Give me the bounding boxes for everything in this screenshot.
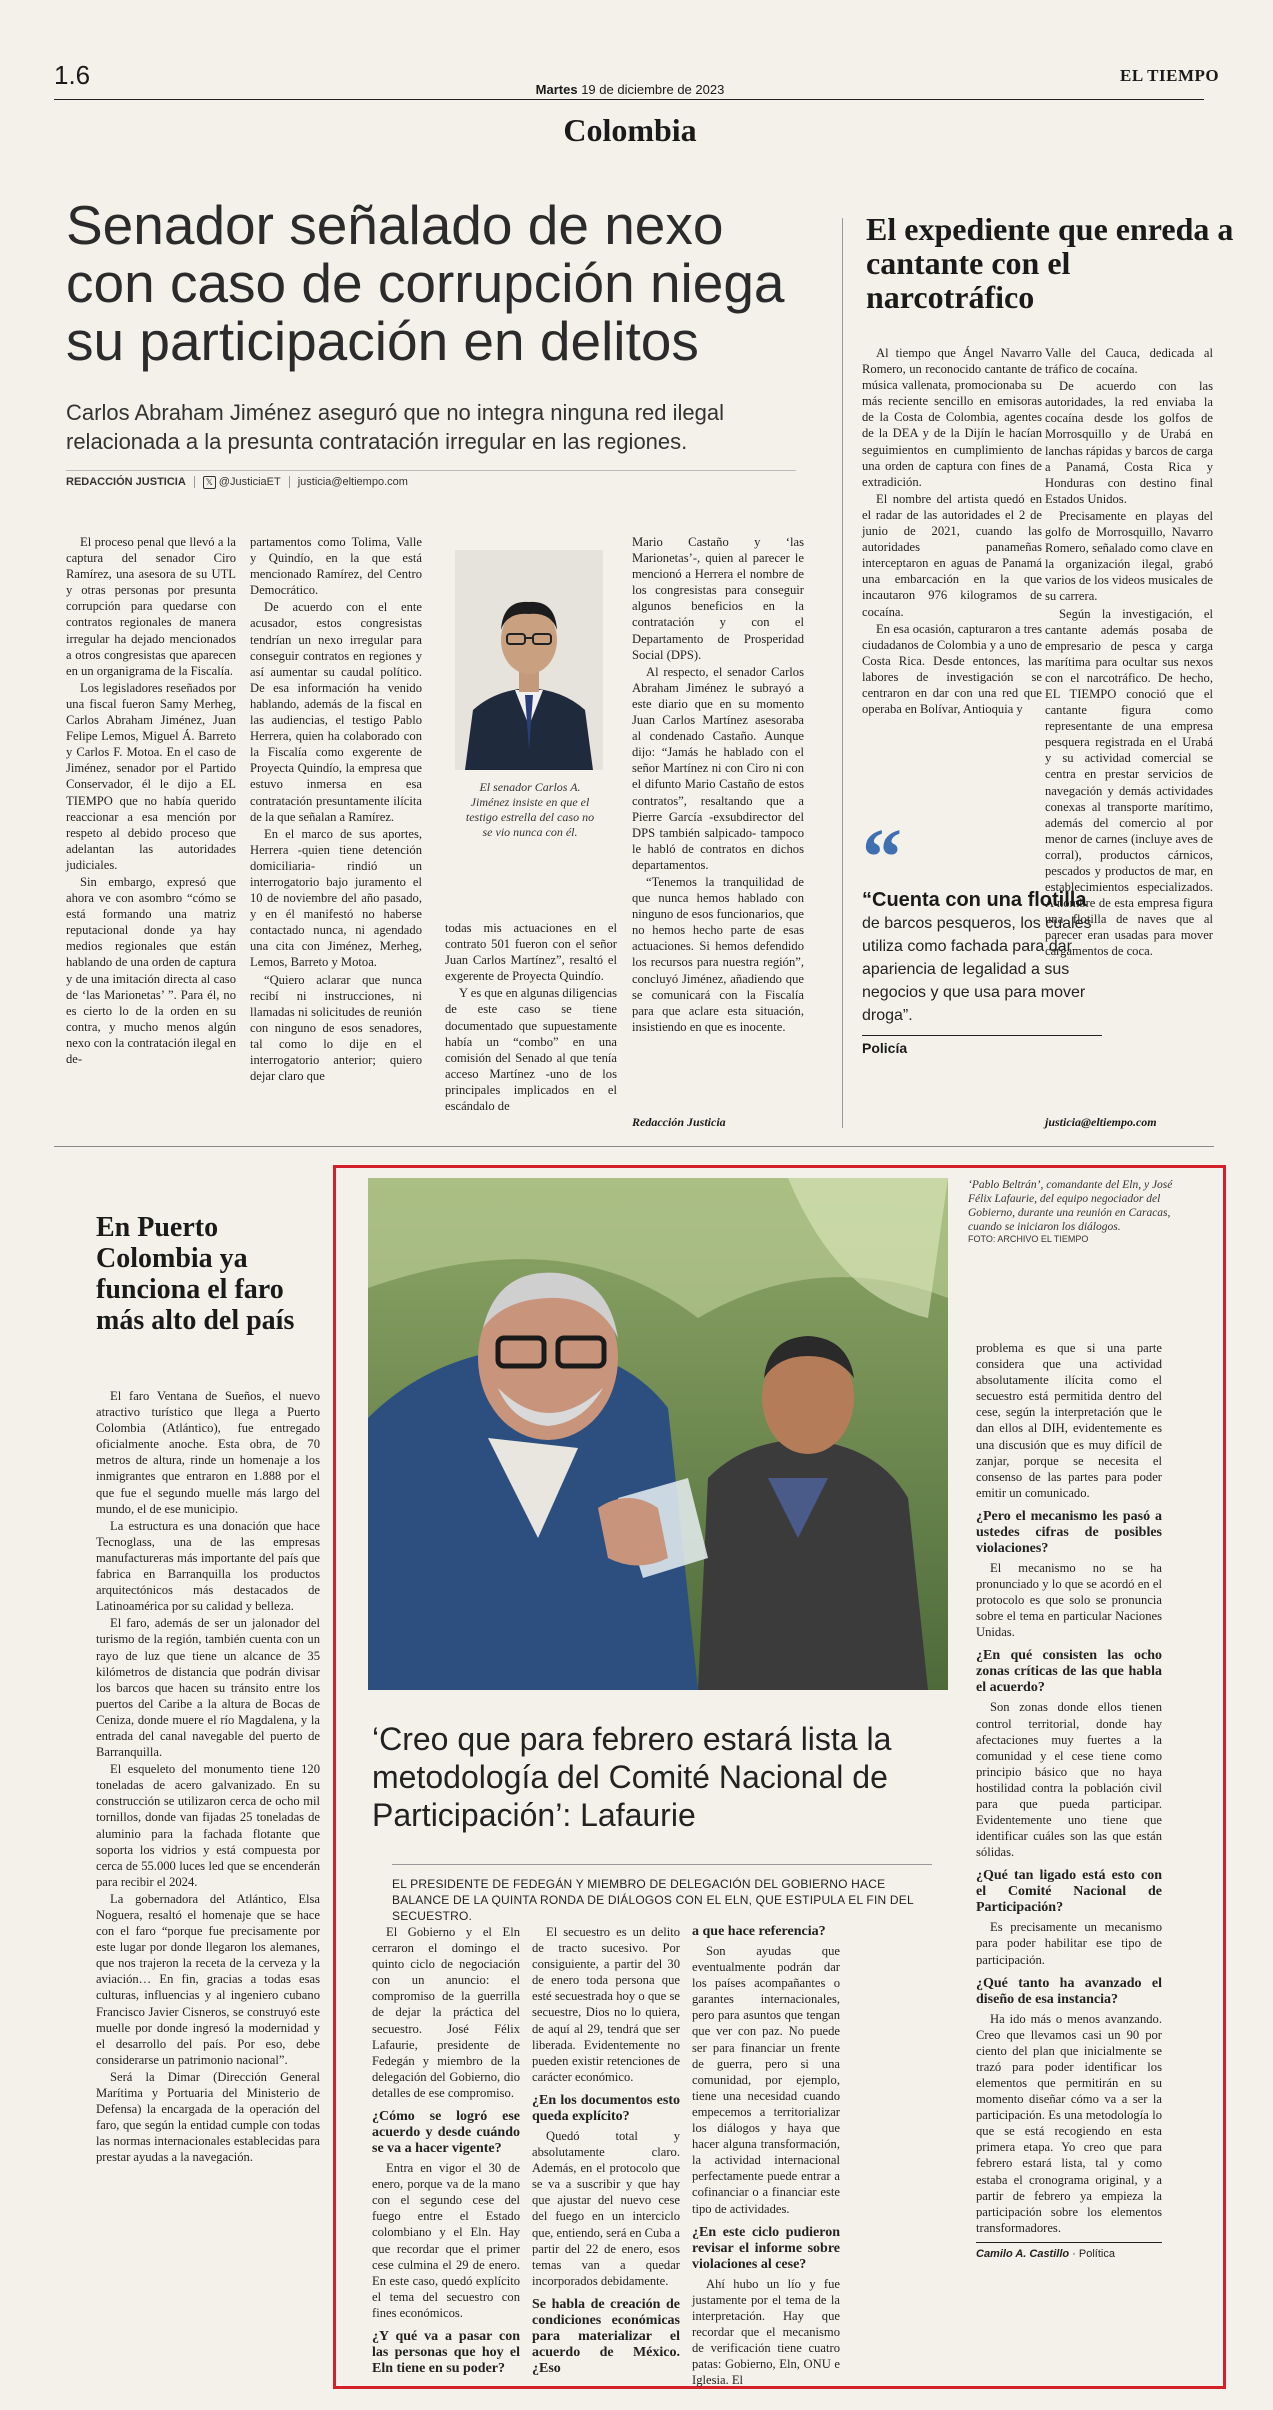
paragraph: De acuerdo con las autoridades, la red enviaba la cocaína desde los golfos de Morrosquillo y de Urabá en lanchas rápidas y barcos de carga a Panamá, Costa Rica y Honduras con destino final Estados Unidos. — [1045, 379, 1213, 506]
page-number: 1.6 — [54, 60, 91, 90]
question: ¿Y qué va a pasar con las personas que hoy el Eln tiene en su poder? — [372, 2328, 520, 2376]
paragraph: Y es que en algunas diligencias de este caso se tiene documentado que supuestamente había un “combo” en una comisión del Senado al que tenía acceso Martínez -uno de los principales implicados en el escándalo de — [445, 986, 617, 1114]
paragraph: En esa ocasión, capturaron a tres ciudadanos de Colombia y a uno de Costa Rica. Desde entonces, las labores de investigación se centraron en dar con una red que operaba en Bolívar, Antioquia y — [862, 621, 1042, 717]
section-divider — [54, 1146, 1214, 1147]
paragraph: El Gobierno y el Eln cerraron el domingo el quinto ciclo de negociación con un anuncio: el compromiso de la guerrilla de dejar la práctica del secuestro. José Félix Lafaurie, presidente de Fedegán y miembro de la delegación del Gobierno, dio detalles de ese compromiso. — [372, 1925, 520, 2100]
faro-col — [96, 1388, 320, 2166]
main-col-1 — [66, 534, 236, 1067]
paragraph: El faro, además de ser un jalonador del turismo de la región, también cuenta con un rayo de luz que tiene un alcance de 35 kilómetros de distancia que podrán divisar los barcos que hacen su tránsito entre los puertos del Caribe a la altura de Bocas de Ceniza, donde muere el río Magdalena, y la entrada del canal navegable del puerto de Barranquilla. — [96, 1616, 320, 1760]
answer: Entra en vigor el 30 de enero, porque va de la mano con el segundo cese del fuego entre el Estado colombiano y el Eln. Hay que recordar que el primer cese culmina el 29 de enero. En este caso, quedó explícito el tema del secuestro con fines económicos. — [372, 2161, 520, 2320]
faro-headline: En Puerto Colombia ya funciona el faro más alto del país — [96, 1212, 295, 1336]
paragraph: “Quiero aclarar que nunca recibí ni instrucciones, ni llamadas ni solicitudes de reunión con ninguno de esos senadores, tal como lo dije en el interrogatorio anterior; quiero dejar claro que — [250, 972, 422, 1084]
side-headline: El expediente que enreda a cantante con el narcotráfico — [866, 211, 1234, 315]
paragraph: En el marco de sus aportes, Herrera -quien tiene detención domiciliaria- rindió un interrogatorio bajo juramento el 10 de noviembre del año pasado, y en él manifestó no haberse contactado nunca, ni agendado una cita con Jiménez, Merheg, Lemos, Barreto y Motoa. — [250, 826, 422, 970]
paragraph: Al tiempo que Ángel Navarro Romero, un reconocido cantante de música vallenata, promocionaba su más reciente sencillo en emisoras de la Costa de Colombia, agentes de la DEA y de la Dijín le hacían seguimientos en cumplimiento de una orden de captura con fines de extradición. — [862, 346, 1042, 489]
photo-credit: FOTO: ARCHIVO EL TIEMPO — [968, 1234, 1089, 1244]
main-col-2 — [250, 534, 422, 1084]
signature-name: Camilo A. Castillo — [976, 2247, 1070, 2260]
caption-text: ‘Pablo Beltrán’, comandante del Eln, y José Félix Lafaurie, del equipo negociador del Gobierno, durante una reunión en Caracas, cuando se iniciaron los diálogos. — [968, 1179, 1173, 1233]
answer: Ahí hubo un lío y fue justamente por el tema de la interpretación. Hay que recordar que el mecanismo de verificación tiene cuatro patas: Gobierno, Eln, ONU e Iglesia. El — [692, 2276, 840, 2388]
question: ¿Qué tan ligado está esto con el Comité Nacional de Participación? — [976, 1868, 1162, 1916]
paragraph: “Tenemos la tranquilidad de que nunca hemos hablado con ninguno de esos funcionarios, que no hemos hecho parte de esas actuaciones. Si hemos defendido los recursos para nuestra región”, concluyó Jiménez, añadiendo que se comunicará con la Fiscalía para que aclare esta situación, insistiendo en que es inocente. — [632, 874, 804, 1034]
x-icon: 𝕏 — [203, 476, 216, 489]
section-title: Colombia — [563, 112, 697, 148]
paragraph: Valle del Cauca, dedicada al tráfico de cocaína. — [1045, 346, 1213, 377]
question: ¿En este ciclo pudieron revisar el informe sobre violaciones al cese? — [692, 2224, 840, 2272]
paragraph: La gobernadora del Atlántico, Elsa Noguera, resaltó el homenaje que se hace con el faro “porque fue precisamente por este lugar por donde llegaron los alemanes, que nos trajeron la receta de la cerveza y la aviación… En fin, gracias a todas esas culturas, influencias y al ingeniero cubano Francisco Javier Cisneros, se construyó este muelle por donde ingresó la modernidad y el desarrollo del país. Por eso, debe considerarse un patrimonio nacional”. — [96, 1891, 320, 2067]
question: ¿En qué consisten las ocho zonas críticas de las que habla el acuerdo? — [976, 1648, 1162, 1696]
question: ¿Pero el mecanismo les pasó a ustedes cifras de posibles violaciones? — [976, 1508, 1162, 1556]
pull-quote-text: de barcos pesqueros, los cuales utiliza como fachada para dar apariencia de legalidad a sus negocios y que usa para mover droga”. — [862, 915, 1092, 1024]
signature-section: · Política — [1069, 2247, 1115, 2260]
paragraph: todas mis actuaciones en el contrato 501 fueron con el señor Juan Carlos Martínez”, resaltó el exgerente de Proyecta Quindío. — [445, 921, 617, 984]
answer: Son ayudas que eventualmente podrán dar los países acompañantes o garantes internacionales, pero para asuntos que tengan que ver con paz. No puede ser para financiar un frente de guerra, pero si una comunidad, por ejemplo, tiene una necesidad cuando empecemos a territorializar los diálogos y haya que hacer alguna transformación, la actividad internacional perfectamente puede entrar a cofinanciar o a financiar este tipo de actividades. — [692, 1944, 840, 2216]
senator-photo — [455, 550, 603, 770]
paragraph: El proceso penal que llevó a la captura del senador Ciro Ramírez, una asesora de su UTL y otras personas por presunta corrupción para quedarse con contratos regionales de manera irregular ha dejado mencionados a otros congresistas que aparecen en un organigrama de la Fiscalía. — [66, 535, 236, 678]
interview-headline: ‘Creo que para febrero estará lista la metodología del Comité Nacional de Participación’: Lafaurie — [372, 1721, 892, 1833]
question-continued: a que hace referencia? — [692, 1924, 826, 1939]
question: ¿Cómo se logró ese acuerdo y desde cuándo se va a hacer vigente? — [372, 2109, 520, 2157]
column-divider — [842, 218, 843, 1128]
interview-col-1 — [372, 1924, 520, 2380]
interview-dek-rule — [392, 1864, 932, 1865]
paragraph: El nombre del artista quedó en el radar de las autoridades el 2 de junio de 2021, cuando las autoridades panameñas interceptaron en aguas de Panamá una embarcación en la que incautaron 976 kilogramos de cocaína. — [862, 491, 1042, 619]
pull-quote-lead: “Cuenta con una flotilla — [862, 889, 1087, 911]
question: ¿Qué tanto ha avanzado el diseño de esa instancia? — [976, 1975, 1162, 2007]
date-weekday: Martes — [535, 82, 578, 97]
paragraph: Los legisladores reseñados por una fiscal fueron Samy Merheg, Carlos Abraham Jiménez, Juan Felipe Lemos, Miguel Á. Barreto y Carlos F. Motoa. En el caso de Jiménez, senador por el Partido Conservador, él le dijo a EL TIEMPO que no había querido reaccionar a esa mención por respeto al debido proceso que adelantan las autoridades judiciales. — [66, 680, 236, 872]
byline-author: REDACCIÓN JUSTICIA — [66, 476, 186, 488]
pull-quote-rule — [862, 1035, 1102, 1036]
answer: problema es que si una parte considera que una actividad absolutamente ilícita como el secuestro está permitida dentro del cese, según la interpretación que le dan ellos al DIH, evidentemente es una discusión que es muy difícil de zanjar, porque se necesita el consenso de las partes para poder emitir un comunicado. — [976, 1341, 1162, 1500]
senator-portrait — [455, 550, 603, 770]
byline — [66, 476, 408, 489]
date-rest: 19 de diciembre de 2023 — [577, 82, 725, 97]
paragraph: Precisamente en playas del golfo de Morrosquillo, Navarro Romero, señalado como clave en la organización ilegal, grabó varios de los videos musicales de su carrera. — [1045, 508, 1213, 604]
paragraph: Será la Dimar (Dirección General Marítima y Portuaria del Ministerio de Defensa) la encargada de la operación del faro, que según la entidad cumple con todas las normas internacionales establecidas para prestar ayudas a la navegación. — [96, 2069, 320, 2165]
pull-quote — [862, 888, 1102, 1056]
newspaper-brand: EL TIEMPO — [1120, 66, 1220, 85]
byline-email[interactable]: justicia@eltiempo.com — [297, 476, 408, 488]
paragraph: Al respecto, el senador Carlos Abraham Jiménez le subrayó a este diario que en su momento Juan Carlos Martínez asesoraba al condenado Castaño. Aunque dijo: “Jamás he hablado con el señor Martínez ni con Ciro ni con el difunto Mario Castaño de estos contratos”, resaltando que a Pierre García -exsubdirector del DPS también salpicado- tampoco le habló de contratos en dichos departamentos. — [632, 664, 804, 872]
main-col-3 — [445, 920, 617, 1114]
interview-signature — [976, 2246, 1162, 2262]
question: ¿En los documentos esto queda explícito? — [532, 2092, 680, 2124]
paragraph: partamentos como Tolima, Valle y Quindío, en la que está mencionado Ramírez, del Centro Democrático. — [250, 535, 422, 598]
interview-col-4 — [976, 1340, 1162, 2262]
senator-photo-caption: El senador Carlos A. Jiménez insiste en que el testigo estrella del caso no se vio nunca con él. — [465, 780, 595, 839]
issue-date — [480, 82, 780, 97]
byline-handle[interactable]: @JusticiaET — [218, 476, 281, 488]
answer: El mecanismo no se ha pronunciado y lo que se acordó en el protocolo es que solo se pronuncia sobre el tema en particular Naciones Unidas. — [976, 1560, 1162, 1640]
main-col-4 — [632, 534, 804, 1035]
paragraph: Según la investigación, el cantante además posaba de empresario de pesca y carga marítima para ocultar sus nexos con el narcotráfico. De hecho, EL TIEMPO conoció que el cantante figura como representante de una empresa pesquera registrada en el Urabá y su actividad comercial se centra en prestar servicios de navegación y demás actividades conexas al transporte marítimo, además del comercio al por menor de carnes (incluye aves de corral), productos cárnicos, pescados y productos de mar, en establecimientos especializados. A nombre de esta empresa figura una flotilla de naves que al parecer eran usadas para mover cargamentos de coca. — [1045, 606, 1213, 959]
paragraph: De acuerdo con el ente acusador, estos congresistas tendrían un nexo irregular para conseguir contratos en regiones y así aumentar su caudal político. De esa información ha venido hablando, además de la fiscal en las audiencias, el testigo Pablo Herrera, quien ha colaborado con la Fiscalía como exgerente de Proyecta Quindío, la empresa que estuvo inmersa en esa contratación presuntamente ilícita de la que señalan a Ramírez. — [250, 600, 422, 824]
side-signature[interactable]: justicia@eltiempo.com — [1045, 1115, 1157, 1129]
paragraph: La estructura es una donación que hace Tecnoglass, una de las empresas manufactureras más importante del país que fabrica en Barranquilla los productos arquitectónicos más destacados de Latinoamérica por su calidad y belleza. — [96, 1518, 320, 1614]
side-col-2 — [1045, 345, 1213, 960]
header-rule — [54, 99, 1204, 100]
beltran-lafaurie-photo — [368, 1178, 948, 1690]
interview-dek: EL PRESIDENTE DE FEDEGÁN Y MIEMBRO DE DELEGACIÓN DEL GOBIERNO HACE BALANCE DE LA QUINTA RONDA DE DIÁLOGOS CON EL ELN, QUE ESTIPULA EL FIN DEL SECUESTRO. — [392, 1877, 914, 1923]
interview-photo — [368, 1178, 948, 1690]
paragraph: Sin embargo, expresó que ahora ve con asombro “cómo se está formando una matriz reputacional donde ya hay medios regionales que están hablando de una orden de captura y de una imitación directa al caso de ‘las Marionetas’ ”. Para él, no es cierto lo de la orden en su contra, y mucho menos algún nexo con la contratación ilegal en de- — [66, 874, 236, 1066]
main-signature: Redacción Justicia — [632, 1115, 726, 1129]
answer: El secuestro es un delito de tracto sucesivo. Por consiguiente, a partir del 30 de enero toda persona que esté secuestrada hoy o que se secuestre, Dios no lo quiera, de aquí al 29, tendrá que ser liberada. Evidentemente no pueden existir retenciones de carácter económico. — [532, 1925, 680, 2084]
paragraph: Mario Castaño y ‘las Marionetas’-, quien al parecer le mencionó a Herrera el nombre de los congresistas para conseguir algunos beneficios en la contratación y con el Departamento de Prosperidad Social (DPS). — [632, 535, 804, 662]
answer: Quedó total y absolutamente claro. Además, en el protocolo que se va a suscribir y que hay que ajustar del nuevo cese del fuego en un interciclo que, entiendo, será en Cuba a partir del 22 de enero, esos temas van a quedar incorporados debidamente. — [532, 2128, 680, 2288]
interview-col-2 — [532, 1924, 680, 2380]
interview-photo-caption — [968, 1178, 1196, 1244]
main-dek: Carlos Abraham Jiménez aseguró que no integra ninguna red ilegal relacionada a la presunta contratación irregular en las regiones. — [66, 400, 724, 454]
interview-col-3 — [692, 1924, 840, 2388]
answer: Ha ido más o menos avanzando. Creo que llevamos casi un 90 por ciento del plan que inicialmente se trazó para poder identificar los elementos que permitirán en su momento diseñar cómo va a ser la participación. Es una metodología lo que se está recogiendo en esta primera etapa. Yo creo que para febrero estará lista, tal y como estaba el cronograma original, y a partir de febrero ya empieza la participación sobre los elementos transformadores. — [976, 2011, 1162, 2235]
paragraph: El faro Ventana de Sueños, el nuevo atractivo turístico que llega a Puerto Colombia (Atlántico), fue entregado oficialmente anoche. Esta obra, de 70 metros de altura, rinde un homenaje a los inmigrantes que entraron en 1.888 por el que fue el segundo muelle más largo del mundo, el de ese municipio. — [96, 1389, 320, 1516]
paragraph: El esqueleto del monumento tiene 120 toneladas de acero galvanizado. En su construcción se utilizaron cerca de ocho mil tornillos, donde van fijadas 25 toneladas de aluminio para la fachada flotante que soporta los vidrios y está compuesta por cerca de 55.000 luces led que se encenderán para recibir el 2024. — [96, 1762, 320, 1889]
pull-quote-source: Policía — [862, 1040, 908, 1056]
signature-rule — [976, 2242, 1162, 2243]
byline-rule-top — [66, 470, 796, 471]
main-headline: Senador señalado de nexo con caso de corrupción niega su participación en delitos — [66, 194, 785, 372]
quote-mark-icon: “ — [862, 814, 902, 902]
question: Se habla de creación de condiciones económicas para materializar el acuerdo de México. ¿Eso — [532, 2296, 680, 2376]
answer: Es precisamente un mecanismo para poder habilitar ese tipo de participación. — [976, 1920, 1162, 1967]
answer: Son zonas donde ellos tienen control territorial, donde hay afectaciones muy fuertes a la comunidad y el cese tiene como principio básico que no haya hostilidad contra la población civil para que pueda participar. Evidentemente uno tiene que identificar cuáles son las que están sólidas. — [976, 1700, 1162, 1860]
side-col-1 — [862, 345, 1042, 717]
